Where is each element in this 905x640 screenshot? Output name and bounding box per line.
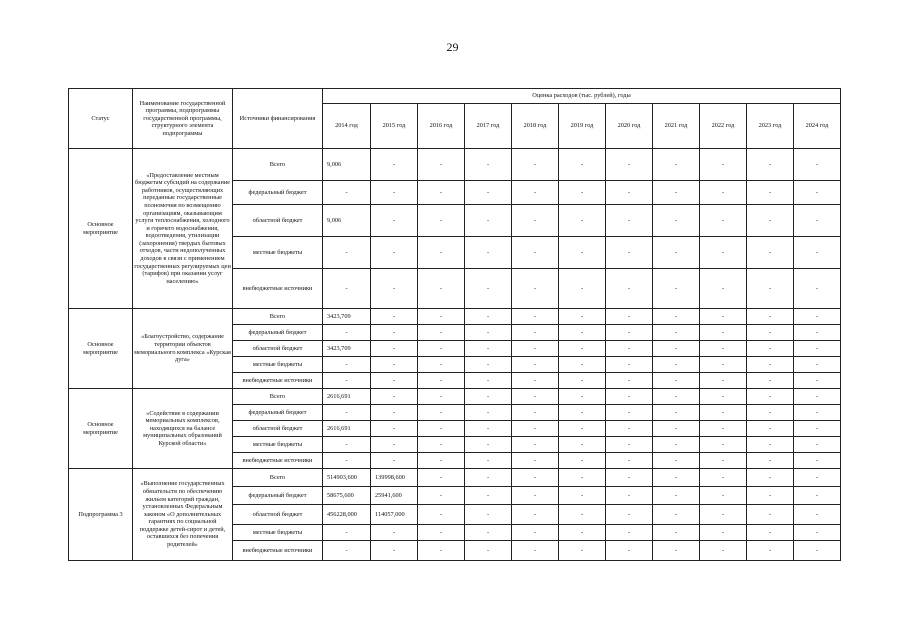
value-cell: - (700, 357, 747, 373)
value-cell: - (559, 341, 606, 357)
value-cell: - (653, 269, 700, 309)
value-cell: - (559, 389, 606, 405)
value-cell: - (559, 181, 606, 205)
value-cell: - (653, 341, 700, 357)
value-cell: - (465, 325, 512, 341)
table-body (69, 149, 841, 561)
value-cell: - (371, 525, 418, 541)
value-cell: - (465, 309, 512, 325)
table-row (69, 309, 841, 325)
funding-source-cell: областной бюджет (233, 421, 323, 437)
value-cell: - (653, 469, 700, 487)
header-year: 2019 год (559, 104, 606, 149)
value-cell: - (794, 357, 841, 373)
value-cell: - (606, 421, 653, 437)
value-cell: - (794, 237, 841, 269)
value-cell: - (747, 437, 794, 453)
value-cell: - (418, 325, 465, 341)
value-cell: - (418, 357, 465, 373)
value-cell: 114057,000 (371, 505, 418, 525)
value-cell: - (418, 149, 465, 181)
value-cell: - (371, 453, 418, 469)
funding-source-cell: местные бюджеты (233, 437, 323, 453)
status-cell: Основное мероприятие (69, 309, 133, 389)
value-cell: - (465, 505, 512, 525)
value-cell: - (794, 149, 841, 181)
funding-source-cell: федеральный бюджет (233, 181, 323, 205)
value-cell: - (512, 341, 559, 357)
value-cell: - (606, 505, 653, 525)
value-cell: - (653, 487, 700, 505)
value-cell: - (606, 269, 653, 309)
value-cell: - (418, 269, 465, 309)
value-cell: - (559, 421, 606, 437)
value-cell: - (653, 525, 700, 541)
header-status: Статус (69, 89, 133, 149)
value-cell: - (747, 269, 794, 309)
value-cell: - (653, 373, 700, 389)
value-cell: - (418, 237, 465, 269)
value-cell: - (323, 181, 371, 205)
funding-source-cell: местные бюджеты (233, 237, 323, 269)
value-cell: - (465, 405, 512, 421)
value-cell: - (606, 237, 653, 269)
funding-source-cell: внебюджетные источники (233, 453, 323, 469)
value-cell: - (559, 487, 606, 505)
value-cell: - (323, 325, 371, 341)
value-cell: - (653, 149, 700, 181)
value-cell: - (371, 373, 418, 389)
value-cell: - (794, 525, 841, 541)
value-cell: - (794, 269, 841, 309)
funding-source-cell: Всего (233, 469, 323, 487)
value-cell: - (559, 505, 606, 525)
header-name: Наименование государственной программы, подпрограммы государственной программы, структурного элемента подпрограммы (133, 89, 233, 149)
value-cell: - (371, 357, 418, 373)
value-cell: - (465, 373, 512, 389)
value-cell: 25941,600 (371, 487, 418, 505)
value-cell: - (512, 309, 559, 325)
page-number: 29 (446, 40, 459, 54)
value-cell: - (371, 389, 418, 405)
value-cell: - (465, 389, 512, 405)
value-cell: - (371, 421, 418, 437)
value-cell: - (794, 405, 841, 421)
value-cell: - (606, 357, 653, 373)
value-cell: - (606, 309, 653, 325)
value-cell: - (700, 525, 747, 541)
value-cell: - (512, 373, 559, 389)
value-cell: - (512, 525, 559, 541)
value-cell: - (559, 373, 606, 389)
value-cell: - (606, 437, 653, 453)
value-cell: - (747, 149, 794, 181)
value-cell: - (512, 541, 559, 561)
value-cell: - (323, 405, 371, 421)
value-cell: - (700, 205, 747, 237)
value-cell: - (323, 373, 371, 389)
value-cell: - (559, 325, 606, 341)
value-cell: - (700, 237, 747, 269)
value-cell: - (371, 437, 418, 453)
value-cell: - (512, 181, 559, 205)
value-cell: 139998,600 (371, 469, 418, 487)
value-cell: - (653, 541, 700, 561)
header-year: 2016 год (418, 104, 465, 149)
value-cell: - (512, 421, 559, 437)
funding-source-cell: внебюджетные источники (233, 373, 323, 389)
value-cell: - (371, 149, 418, 181)
value-cell: - (465, 525, 512, 541)
value-cell: - (700, 341, 747, 357)
funding-source-cell: внебюджетные источники (233, 269, 323, 309)
value-cell: - (747, 525, 794, 541)
value-cell: - (371, 181, 418, 205)
funding-source-cell: федеральный бюджет (233, 405, 323, 421)
value-cell: - (559, 237, 606, 269)
value-cell: - (418, 181, 465, 205)
value-cell: - (559, 525, 606, 541)
value-cell: - (700, 405, 747, 421)
value-cell: - (606, 453, 653, 469)
value-cell: - (418, 541, 465, 561)
header-row (69, 89, 841, 104)
program-name-cell: «Содействие в содержании мемориальных комплексов, находящихся на балансе муниципальных образований Курской области» (133, 389, 233, 469)
value-cell: 3423,709 (323, 341, 371, 357)
value-cell: - (418, 469, 465, 487)
funding-source-cell: местные бюджеты (233, 525, 323, 541)
value-cell: - (606, 405, 653, 421)
value-cell: - (512, 405, 559, 421)
value-cell: 456228,000 (323, 505, 371, 525)
value-cell: - (559, 357, 606, 373)
value-cell: - (465, 487, 512, 505)
header-year: 2018 год (512, 104, 559, 149)
funding-source-cell: областной бюджет (233, 341, 323, 357)
header-year: 2022 год (700, 104, 747, 149)
value-cell: - (794, 437, 841, 453)
funding-source-cell: областной бюджет (233, 505, 323, 525)
value-cell: - (418, 453, 465, 469)
value-cell: - (371, 325, 418, 341)
value-cell: 514903,600 (323, 469, 371, 487)
value-cell: - (794, 541, 841, 561)
program-name-cell: «Предоставление местным бюджетам субсидий на содержание работников, осуществляющих переданные государственные полномочия по возмещению организациям, оказывающим услуги теплоснабжения, холодного и горячего водоснабжения, водоотведения, утилизации (захоронения) твердых бытовых отходов, части недополученных доходов в связи с применением государственных регулируемых цен (тарифов) при оказании услуг населению» (133, 149, 233, 309)
value-cell: - (794, 373, 841, 389)
value-cell: - (323, 357, 371, 373)
status-cell: Основное мероприятие (69, 389, 133, 469)
value-cell: - (606, 389, 653, 405)
value-cell: - (371, 341, 418, 357)
value-cell: - (323, 269, 371, 309)
value-cell: - (700, 373, 747, 389)
value-cell: - (323, 541, 371, 561)
value-cell: - (794, 505, 841, 525)
value-cell: - (418, 505, 465, 525)
value-cell: 9,006 (323, 149, 371, 181)
value-cell: - (747, 205, 794, 237)
value-cell: - (418, 373, 465, 389)
value-cell: 2616,691 (323, 389, 371, 405)
value-cell: - (512, 437, 559, 453)
value-cell: - (606, 469, 653, 487)
value-cell: - (653, 437, 700, 453)
funding-source-cell: внебюджетные источники (233, 541, 323, 561)
value-cell: - (653, 237, 700, 269)
value-cell: - (323, 453, 371, 469)
value-cell: - (747, 421, 794, 437)
header-year: 2021 год (653, 104, 700, 149)
value-cell: - (465, 181, 512, 205)
value-cell: - (794, 309, 841, 325)
value-cell: - (747, 309, 794, 325)
header-year: 2020 год (606, 104, 653, 149)
value-cell: - (606, 373, 653, 389)
value-cell: - (559, 309, 606, 325)
value-cell: - (606, 487, 653, 505)
value-cell: - (371, 205, 418, 237)
value-cell: - (371, 309, 418, 325)
table-row (69, 389, 841, 405)
header-year: 2023 год (747, 104, 794, 149)
value-cell: - (559, 469, 606, 487)
value-cell: - (653, 505, 700, 525)
value-cell: - (465, 205, 512, 237)
value-cell: - (653, 421, 700, 437)
status-cell: Подпрограмма 3 (69, 469, 133, 561)
value-cell: 9,006 (323, 205, 371, 237)
value-cell: - (700, 469, 747, 487)
value-cell: - (606, 325, 653, 341)
header-year: 2024 год (794, 104, 841, 149)
value-cell: - (418, 487, 465, 505)
value-cell: - (700, 437, 747, 453)
funding-source-cell: Всего (233, 389, 323, 405)
value-cell: - (371, 237, 418, 269)
value-cell: - (653, 205, 700, 237)
value-cell: - (794, 205, 841, 237)
value-cell: - (606, 541, 653, 561)
funding-source-cell: областной бюджет (233, 205, 323, 237)
value-cell: - (512, 453, 559, 469)
value-cell: - (747, 341, 794, 357)
value-cell: - (371, 269, 418, 309)
value-cell: - (418, 389, 465, 405)
value-cell: - (653, 309, 700, 325)
value-cell: - (559, 453, 606, 469)
value-cell: - (747, 357, 794, 373)
value-cell: - (747, 325, 794, 341)
value-cell: 3423,709 (323, 309, 371, 325)
table-row (69, 469, 841, 487)
value-cell: - (794, 453, 841, 469)
value-cell: - (512, 505, 559, 525)
value-cell: - (465, 357, 512, 373)
value-cell: - (747, 541, 794, 561)
value-cell: - (653, 453, 700, 469)
value-cell: - (512, 469, 559, 487)
budget-table (68, 88, 841, 561)
program-name-cell: «Благоустройство, содержание территории объектов мемориального комплекса «Курская дуга» (133, 309, 233, 389)
funding-source-cell: Всего (233, 149, 323, 181)
value-cell: - (465, 541, 512, 561)
value-cell: - (794, 325, 841, 341)
value-cell: - (700, 269, 747, 309)
value-cell: - (606, 181, 653, 205)
value-cell: - (606, 149, 653, 181)
value-cell: 58675,600 (323, 487, 371, 505)
value-cell: - (747, 181, 794, 205)
value-cell: - (465, 437, 512, 453)
value-cell: - (418, 437, 465, 453)
value-cell: - (465, 237, 512, 269)
value-cell: - (559, 269, 606, 309)
value-cell: - (512, 357, 559, 373)
table-row (69, 149, 841, 181)
value-cell: - (794, 181, 841, 205)
value-cell: - (700, 325, 747, 341)
value-cell: - (700, 421, 747, 437)
value-cell: - (371, 405, 418, 421)
value-cell: - (747, 389, 794, 405)
header-sources: Источники финансирования (233, 89, 323, 149)
value-cell: - (606, 525, 653, 541)
value-cell: - (653, 181, 700, 205)
value-cell: - (418, 205, 465, 237)
value-cell: - (794, 389, 841, 405)
value-cell: - (700, 149, 747, 181)
header-estimate: Оценка расходов (тыс. рублей), годы (323, 89, 841, 104)
funding-source-cell: Всего (233, 309, 323, 325)
value-cell: - (747, 373, 794, 389)
value-cell: - (559, 149, 606, 181)
value-cell: - (700, 181, 747, 205)
value-cell: - (465, 469, 512, 487)
value-cell: - (323, 525, 371, 541)
value-cell: - (512, 269, 559, 309)
value-cell: - (465, 269, 512, 309)
funding-source-cell: федеральный бюджет (233, 487, 323, 505)
value-cell: - (700, 505, 747, 525)
value-cell: - (559, 541, 606, 561)
value-cell: - (323, 237, 371, 269)
header-year: 2014 год (323, 104, 371, 149)
value-cell: - (559, 437, 606, 453)
value-cell: - (700, 309, 747, 325)
value-cell: - (747, 405, 794, 421)
status-cell: Основное мероприятие (69, 149, 133, 309)
value-cell: - (512, 325, 559, 341)
value-cell: - (794, 341, 841, 357)
value-cell: - (512, 237, 559, 269)
value-cell: - (418, 309, 465, 325)
value-cell: - (653, 357, 700, 373)
value-cell: - (747, 237, 794, 269)
value-cell: - (747, 487, 794, 505)
value-cell: - (653, 325, 700, 341)
header-year: 2015 год (371, 104, 418, 149)
value-cell: - (465, 453, 512, 469)
value-cell: - (512, 487, 559, 505)
value-cell: - (465, 421, 512, 437)
value-cell: - (653, 389, 700, 405)
value-cell: 2616,691 (323, 421, 371, 437)
value-cell: - (418, 405, 465, 421)
value-cell: - (465, 149, 512, 181)
funding-source-cell: местные бюджеты (233, 357, 323, 373)
value-cell: - (512, 389, 559, 405)
value-cell: - (512, 205, 559, 237)
value-cell: - (418, 421, 465, 437)
value-cell: - (606, 341, 653, 357)
program-name-cell: «Выполнение государственных обязательств по обеспечению жильем категорий граждан, установленных Федеральным законом «О дополнительных гарантиях по социальной поддержке детей-сирот и детей, оставшихся без попечения родителей» (133, 469, 233, 561)
value-cell: - (700, 453, 747, 469)
value-cell: - (747, 469, 794, 487)
value-cell: - (465, 341, 512, 357)
value-cell: - (323, 437, 371, 453)
value-cell: - (653, 405, 700, 421)
value-cell: - (700, 487, 747, 505)
value-cell: - (559, 205, 606, 237)
value-cell: - (606, 205, 653, 237)
value-cell: - (418, 341, 465, 357)
value-cell: - (700, 541, 747, 561)
value-cell: - (700, 389, 747, 405)
value-cell: - (794, 421, 841, 437)
value-cell: - (747, 453, 794, 469)
value-cell: - (559, 405, 606, 421)
funding-source-cell: федеральный бюджет (233, 325, 323, 341)
value-cell: - (371, 541, 418, 561)
value-cell: - (794, 469, 841, 487)
value-cell: - (418, 525, 465, 541)
value-cell: - (794, 487, 841, 505)
header-year: 2017 год (465, 104, 512, 149)
value-cell: - (747, 505, 794, 525)
value-cell: - (512, 149, 559, 181)
